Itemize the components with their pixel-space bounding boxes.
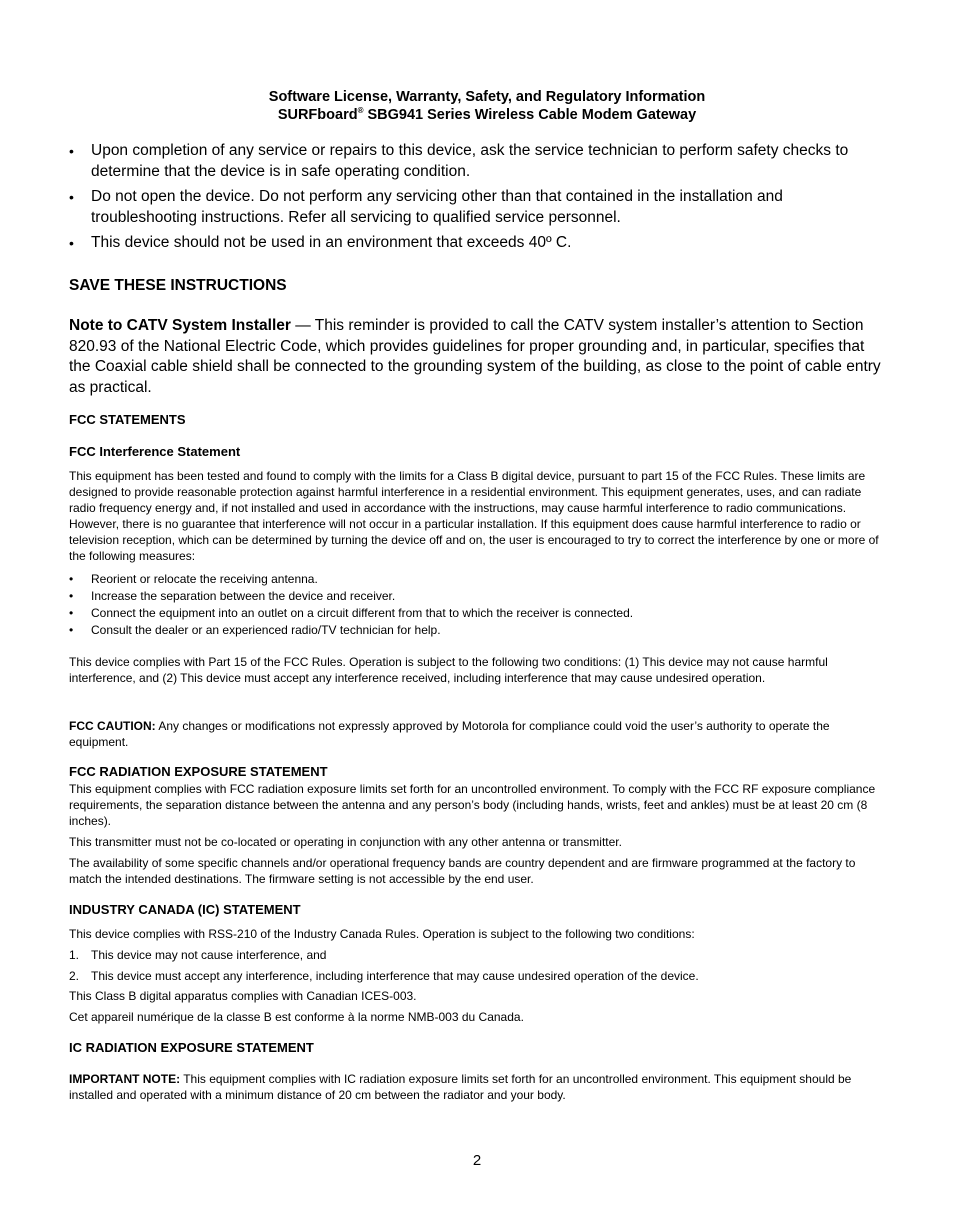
ic-radiation-heading: IC RADIATION EXPOSURE STATEMENT bbox=[69, 1040, 314, 1055]
list-number: 2. bbox=[69, 969, 80, 983]
list-item: • Upon completion of any service or repairs to this device, ask the service technician to perform safety checks to determine that the device is in safe operating condition. bbox=[69, 141, 885, 182]
fcc-channels-text: The availability of some specific channels and/or operational frequency bands are country dependent and are firmware programmed at the factory to match the intended destinations. The firmware setting is not accessible by the end user. bbox=[69, 856, 856, 886]
fcc-caution-label: FCC CAUTION: bbox=[69, 719, 156, 733]
ic-french-text: Cet appareil numérique de la classe B est conforme à la norme NMB-003 du Canada. bbox=[69, 1010, 524, 1024]
fcc-measures-list bbox=[69, 571, 885, 639]
fcc-caution bbox=[69, 718, 885, 750]
ic-conditions-list bbox=[69, 947, 885, 989]
product-name: SBG941 Series Wireless Cable Modem Gateway bbox=[363, 107, 697, 123]
list-item: • Increase the separation between the device and receiver. bbox=[69, 588, 885, 605]
list-item: • Reorient or relocate the receiving antenna. bbox=[69, 571, 885, 588]
fcc-interference-text: This equipment has been tested and found to comply with the limits for a Class B digital device, pursuant to part 15 of the FCC Rules. These limits are designed to provide reasonable protection against harmful interference in a residential environment. This equipment generates, uses, and can radiate radio frequency energy and, if not installed and used in accordance with the instructions, may cause harmful interference to radio communications. However, there is no guarantee that interference will not occur in a particular installation. If this equipment does cause harmful interference to radio or television reception, which can be determined by turning the device off and on, the user is encouraged to try to correct the interference by one or more of the following measures: bbox=[69, 469, 879, 563]
list-text: This device must accept any interference, including interference that may cause undesired operation of the device. bbox=[91, 969, 699, 983]
ic-important-label: IMPORTANT NOTE: bbox=[69, 1072, 181, 1086]
list-text: This device may not cause interference, and bbox=[91, 948, 327, 962]
fcc-part15-text: This device complies with Part 15 of the FCC Rules. Operation is subject to the following two conditions: (1) This device may not cause harmful interference, and (2) This device must accept any interference received, including interference that may cause undesired operation. bbox=[69, 655, 828, 685]
fcc-caution-text: Any changes or modifications not expressly approved by Motorola for compliance could void the user’s authority to operate the equipment. bbox=[69, 719, 830, 749]
fcc-radiation-text: This equipment complies with FCC radiation exposure limits set forth for an uncontrolled environment. To comply with the FCC RF exposure compliance requirements, the separation distance between the antenna and any person’s body (including hands, wrists, feet and ankles) must be at least 20 cm (8 inches). bbox=[69, 782, 876, 828]
list-item bbox=[69, 968, 885, 984]
fcc-interference-heading: FCC Interference Statement bbox=[69, 444, 241, 459]
list-item: • Connect the equipment into an outlet on a circuit different from that to which the receiver is connected. bbox=[69, 605, 885, 622]
list-item bbox=[69, 947, 885, 963]
page-number: 2 bbox=[472, 1152, 482, 1169]
registered-mark: ® bbox=[357, 106, 364, 116]
fcc-radiation-heading: FCC RADIATION EXPOSURE STATEMENT bbox=[69, 764, 328, 779]
brand-name: SURFboard bbox=[277, 107, 358, 123]
fcc-colocation-text: This transmitter must not be co-located or operating in conjunction with any other antenna or transmitter. bbox=[69, 835, 622, 849]
catv-note-label: Note to CATV System Installer bbox=[69, 317, 291, 334]
save-instructions-heading: SAVE THESE INSTRUCTIONS bbox=[69, 277, 287, 294]
ic-intro-text: This device complies with RSS-210 of the Industry Canada Rules. Operation is subject to the following two conditions: bbox=[69, 927, 695, 941]
ic-important-text: This equipment complies with IC radiation exposure limits set forth for an uncontrolled environment. This equipment should be installed and operated with a minimum distance of 20 cm between the radiator and your body. bbox=[69, 1072, 852, 1102]
list-item: • Consult the dealer or an experienced radio/TV technician for help. bbox=[69, 622, 885, 639]
safety-bullet-list bbox=[69, 141, 885, 259]
fcc-statements-heading: FCC STATEMENTS bbox=[69, 412, 186, 427]
document-subtitle bbox=[69, 106, 905, 124]
list-item: • Do not open the device. Do not perform any servicing other than that contained in the installation and troubleshooting instructions. Refer all servicing to qualified service personnel. bbox=[69, 187, 885, 228]
list-number: 1. bbox=[69, 948, 80, 962]
list-item: • This device should not be used in an environment that exceeds 40º C. bbox=[69, 233, 885, 254]
ic-class-b-text: This Class B digital apparatus complies with Canadian ICES-003. bbox=[69, 989, 417, 1003]
ic-important-note bbox=[69, 1071, 885, 1103]
catv-note bbox=[69, 316, 885, 399]
catv-note-text: — This reminder is provided to call the CATV system installer’s attention to Section 820.93 of the National Electric Code, which provides guidelines for proper grounding and, in particular, specifies that the Coaxial cable shield shall be connected to the grounding system of the building, as close to the point of cable entry as practical. bbox=[69, 317, 881, 397]
document-title: Software License, Warranty, Safety, and Regulatory Information bbox=[268, 89, 706, 105]
ic-statement-heading: INDUSTRY CANADA (IC) STATEMENT bbox=[69, 902, 301, 917]
